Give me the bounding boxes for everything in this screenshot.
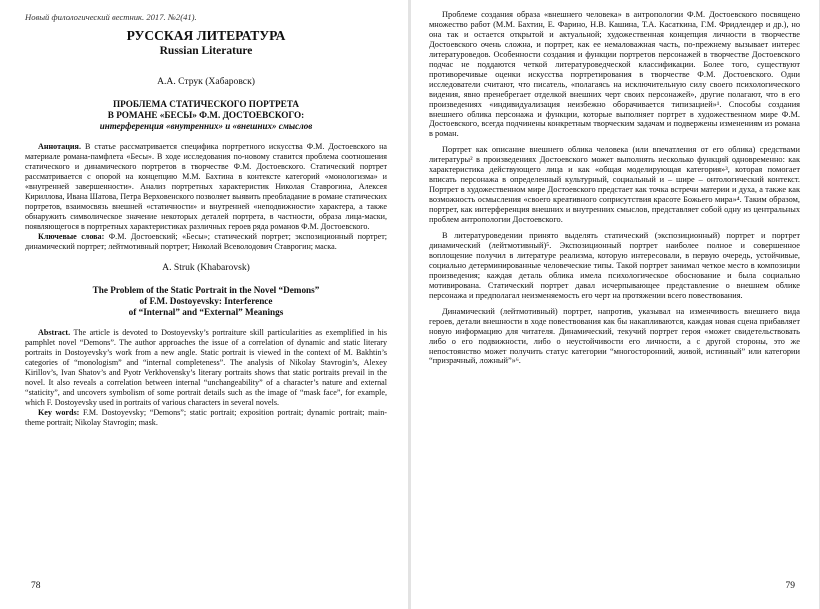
left-page — [0, 0, 408, 609]
paragraph-3: В литературоведении принято выделять статический (экспозиционный) портрет и портрет динамический (лейтмотивный)⁵. Экспозиционный портрет наиболее полное и совершенное воплощение получил в литературе реализма, которую интересовали, в первую очередь, устойчивые, социально детерминированные человеческие типы. Такой портрет занимал четкое место в композиции произведения; каждая деталь облика имела психологическое обоснование и была социально мотивирована. Статический портрет давал исчерпывающее представление о внешнем облике персонажа и предполагал неизменяемость его черт на протяжении всего повествования. — [429, 231, 800, 300]
article-title-en — [25, 285, 387, 318]
abstract-ru-text: В статье рассматривается специфика портретного искусства Ф.М. Достоевского на материале романа-памфлета «Бесы». В ходе исследования по-новому ставится проблема соотношения статического и динамического портретов в творчестве Ф.М. Достоевского. Статический портрет рассматривается с опорой на концепцию М.М. Бахтина в контексте категорий «монологизма» и «внутренней завершенности». Анализ портретных характеристик Николая Ставрогина, Алексея Кириллова, Ивана Шатова, Петра Верховенского позволяет выявить преобладание в романе статических портретов, взаимосвязь внешней «статичности» и внутренней «неподвижности» характера, а также обнаружить символическое значение некоторых деталей портрета, в частности, образа лица-маски, появляющегося в портретных характеристиках различных героев ряда романов Ф.М. Достоевского. — [25, 142, 387, 231]
section-title: РУССКАЯ ЛИТЕРАТУРА — [126, 28, 286, 43]
abstract-en-label: Abstract. — [38, 328, 71, 338]
abstract-ru-label: Аннотация. — [38, 142, 81, 151]
abstract-en-text: The article is devoted to Dostoyevsky’s portraiture skill particularities as exemplified in his pamphlet novel “Demons”. The author approaches the issue of a correlation of dynamic and static literary portraits in Dostoyevsky’s work from a new angle. Static portrait is viewed in the context of M. Bakhtin’s categories of “monologism” and “internal completeness”. The analysis of Nikolay Stavrogin’s, Alexey Kirillov’s, Ivan Shatov’s and Pyotr Verkhovensky’s literary portraits shows that static portraits prevail in the novel. It also reveals a correlation between internal “unchangeability” of a character’s nature and external “staticity”, and uncovers symbolism of some portrait details such as the image of “mask face”, for example, which F. Dostoyevsky used in portraits of various characters in several novels. — [25, 328, 387, 408]
abstract-en — [25, 328, 387, 408]
page-number-left: 78 — [31, 581, 41, 591]
article-title-en-line1: The Problem of the Static Portrait in the Novel “Demons” — [92, 285, 320, 296]
article-title-ru-line1: ПРОБЛЕМА СТАТИЧЕСКОГО ПОРТРЕТА — [112, 99, 299, 109]
author-ru: А.А. Струк (Хабаровск) — [157, 76, 255, 87]
keywords-en-text: F.M. Dostoyevsky; “Demons”; static portrait; exposition portrait; dynamic portrait; main-theme portrait; Nikolay Stavrogin; mask. — [25, 408, 387, 428]
paragraph-4: Динамический (лейтмотивный) портрет, напротив, указывал на изменчивость внешнего вида героев, детали внешности в ходе повествования как бы накапливаются, каждая новая сцена прибавляет новую информацию для читателя. Динамический, текучий портрет героя «может свидетельствовать либо о его подвижности, либо о неустойчивости его личности, а с другой стороны, это же непостоянство может получить статус категории “многосторонний, живой, истинный” или категории “призрачный, ложный”»⁶. — [429, 306, 800, 366]
abstract-ru — [25, 142, 387, 232]
right-page — [411, 0, 819, 609]
author-en: A. Struk (Khabarovsk) — [162, 262, 250, 274]
keywords-ru — [25, 232, 387, 252]
keywords-en-label: Key words: — [38, 408, 80, 418]
section-subtitle: Russian Literature — [159, 45, 253, 57]
journal-header: Новый филологический вестник. 2017. №2(41). — [25, 12, 197, 22]
article-title-ru-line2: В РОМАНЕ «БЕСЫ» Ф.М. ДОСТОЕВСКОГО: — [107, 110, 305, 120]
paragraph-2: Портрет как описание внешнего облика человека (или впечатления от его облика) средствами литературы² в произведениях Достоевского может выполнять несколько функций одновременно: как характеристика действующего лица и как «общая моделирующая категория»³, которая помогает вписать персонажа в определенный культурный, социальный и – шире – онтологический контекст. Портрет в художественном мире Достоевского предстает как точка встречи материи и духа, а также как возможность осмысления «своего креативного соприсутствия красоте Божьего мира»⁴. Таким образом, портрет, как интерференция внешних и внутренних смыслов, представляет собой одну из центральных проблем антропологии Достоевского. — [429, 145, 800, 225]
keywords-ru-text: Ф.М. Достоевский; «Бесы»; статический портрет; экспозиционный портрет; динамический портрет; лейтмотивный портрет; Николай Всеволодович Ставрогин; маска. — [25, 231, 388, 251]
keywords-en — [25, 408, 387, 428]
keywords-ru-label: Ключевые слова: — [38, 231, 105, 241]
paragraph-1: Проблеме создания образа «внешнего человека» в антропологии Ф.М. Достоевского посвящено множество работ (М.М. Бахтин, Е. Фарино, Н.В. Кашина, Т.А. Касаткина, Г.М. Фридлендер и др.), но она так и остается открытой и актуальной; художественная концепция личности в творчестве Достоевского очень сложна, и портрет, как ее немаловажная часть, по-прежнему вызывает интерес литературоведов. Особенности создания и функции портретов персонажей в творчестве Достоевского подчас не поддаются четкой литературоведческой классификации. Более того, существуют противоречивые оценки искусства портретирования в творчестве Ф.М. Достоевского. Одни исследователи считают, что писатель, «полагаясь на исключительную силу своего психологического видения, явно пренебрегает отделкой внешних черт своих персонажей», другие полагают, что в его произведениях «индивидуализация неизбежно оборачивается типизацией»¹. Способы создания внешнего облика персонажа и функции, которые выполняет портрет в художественном мире Ф.М. Достоевского, всегда подчинены конкретным творческим задачам и подвержены изменениям из романа в роман. — [429, 10, 800, 139]
article-title-en-line3: of “Internal” and “External” Meanings — [128, 307, 284, 318]
article-title-en-line2: of F.M. Dostoyevsky: Interference — [139, 296, 273, 307]
page-number-right: 79 — [785, 581, 795, 591]
article-subtitle-ru: интерференция «внутренних» и «внешних» смыслов — [99, 121, 313, 131]
